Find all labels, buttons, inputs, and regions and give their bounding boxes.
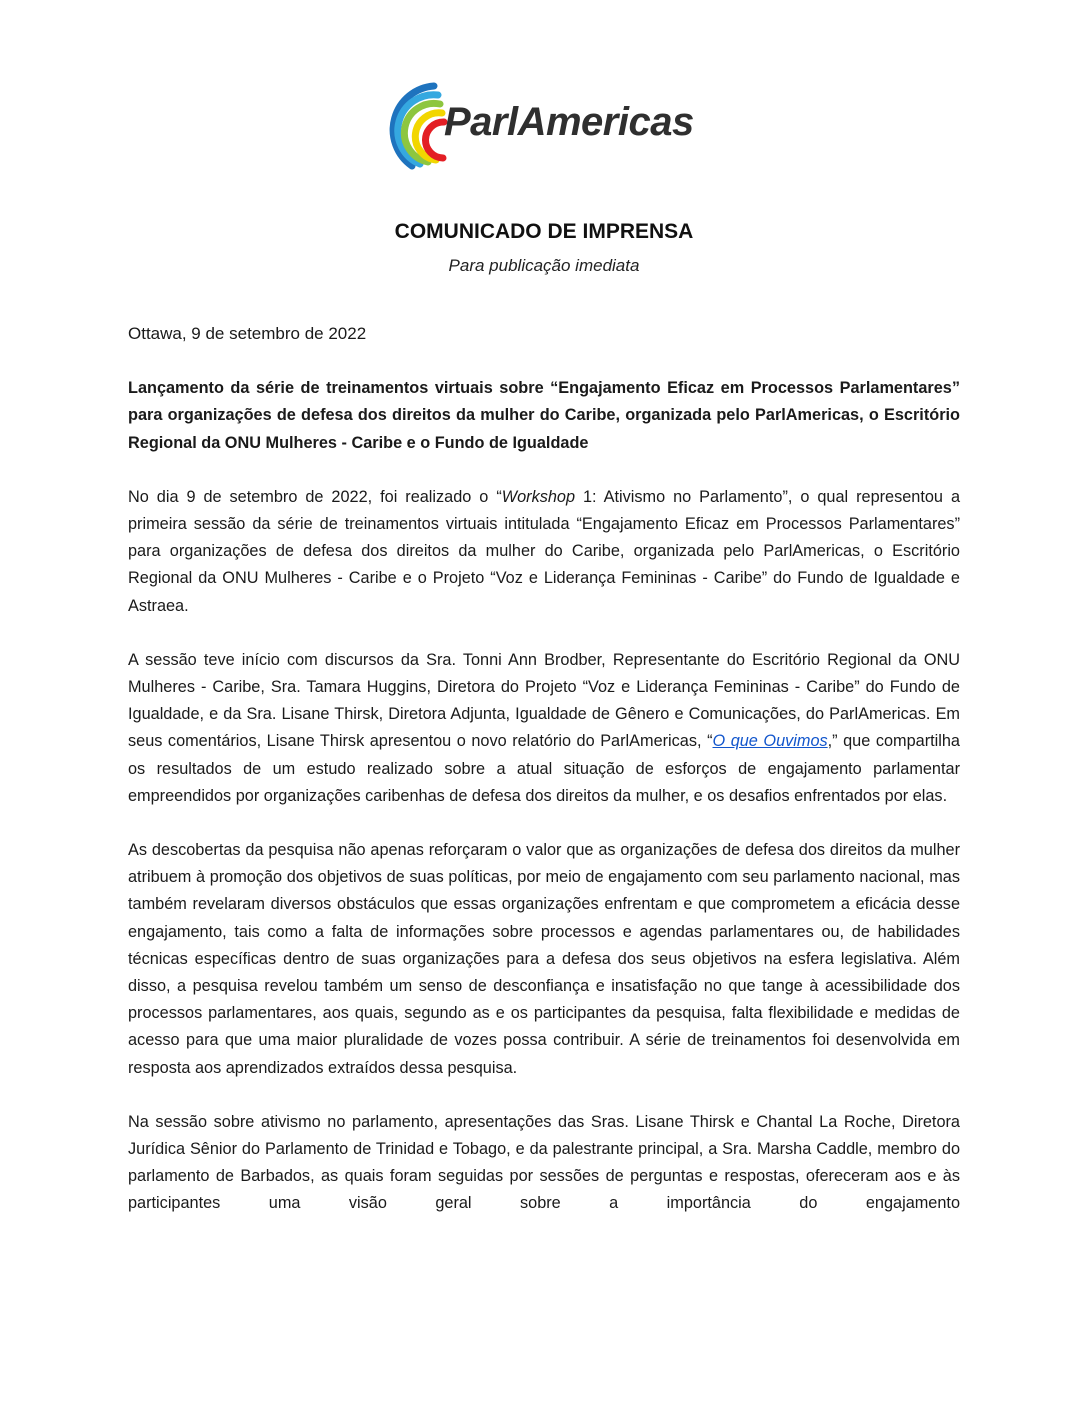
report-link[interactable]: O que Ouvimos xyxy=(712,732,828,751)
dateline: Ottawa, 9 de setembro de 2022 xyxy=(128,324,367,343)
paragraph-3: As descobertas da pesquisa não apenas reforçaram o valor que as organizações de defesa dos direitos da mulher atribuem à promoção dos objetivos de suas políticas, por meio de engajamento com seu parlamento nacional, mas também revelaram diversos obstáculos que essas organizações enfrentam e que comprometem a eficácia desse engajamento, tais como a falta de informações sobre processos e agendas parlamentares ou, de habilidades técnicas específicas dentro de suas organizações para a defesa dos seus objetivos na esfera legislativa. Além disso, a pesquisa revelou também um senso de desconfiança e insatisfação no que tange à acessibilidade dos processos parlamentares, aos quais, segundo as e os participantes da pesquisa, falta flexibilidade e medidas de acesso para que uma maior pluralidade de vozes possa contribuir. A série de treinamentos foi desenvolvida em resposta aos aprendizados extraídos dessa pesquisa. xyxy=(128,841,960,1077)
paragraph-2-after: ,” que compartilha os resultados de um estudo realizado sobre a atual situação de esforços de engajamento parlamentar empreendidos por organizações caribenhas de defesa dos direitos da mulher, e os desafios enfrentados por elas. xyxy=(128,732,960,805)
paragraph-1 xyxy=(128,484,960,620)
document-title: COMUNICADO DE IMPRENSA xyxy=(394,220,694,243)
paragraph-2 xyxy=(128,647,960,810)
logo-wordmark: ParlAmericas xyxy=(444,100,694,144)
paragraph-1-before: No dia 9 de setembro de 2022, foi realizado o “ xyxy=(128,487,502,506)
paragraph-2-before: A sessão teve início com discursos da Sra. Tonni Ann Brodber, Representante do Escritório Regional da ONU Mulheres - Caribe, Sra. Tamara Huggins, Diretora do Projeto “Voz e Liderança Femininas - Caribe” do Fundo de Igualdade, e da Sra. Lisane Thirsk, Diretora Adjunta, Igualdade de Gênero e Comunicações, do ParlAmericas. Em seus comentários, Lisane Thirsk apresentou o novo relatório do ParlAmericas, “ xyxy=(128,650,960,751)
document-subtitle: Para publicação imediata xyxy=(448,256,640,275)
paragraph-1-after: 1: Ativismo no Parlamento”, o qual representou a primeira sessão da série de treinamentos virtuais intitulada “Engajamento Eficaz em Processos Parlamentares” para organizações de defesa dos direitos da mulher do Caribe, organizada pelo ParlAmericas, o Escritório Regional da ONU Mulheres - Caribe e o Projeto “Voz e Liderança Femininas - Caribe” do Fundo de Igualdade e Astraea. xyxy=(128,487,960,615)
headline: Lançamento da série de treinamentos virtuais sobre “Engajamento Eficaz em Processos Parlamentares” para organizações de defesa dos direitos da mulher do Caribe, organizada pelo ParlAmericas, o Escritório Regional da ONU Mulheres - Caribe e o Fundo de Igualdade xyxy=(128,379,960,452)
parlamericas-logo xyxy=(376,78,716,178)
paragraph-4: Na sessão sobre ativismo no parlamento, apresentações das Sras. Lisane Thirsk e Chantal La Roche, Diretora Jurídica Sênior do Parlamento de Trinidad e Tobago, e da palestrante principal, a Sra. Marsha Caddle, membro do parlamento de Barbados, as quais foram seguidas por sessões de perguntas e respostas, ofereceram aos e às participantes uma visão geral sobre a importância do engajamento xyxy=(128,1112,960,1213)
paragraph-1-emphasis: Workshop xyxy=(501,487,576,506)
document-body xyxy=(128,320,960,1218)
